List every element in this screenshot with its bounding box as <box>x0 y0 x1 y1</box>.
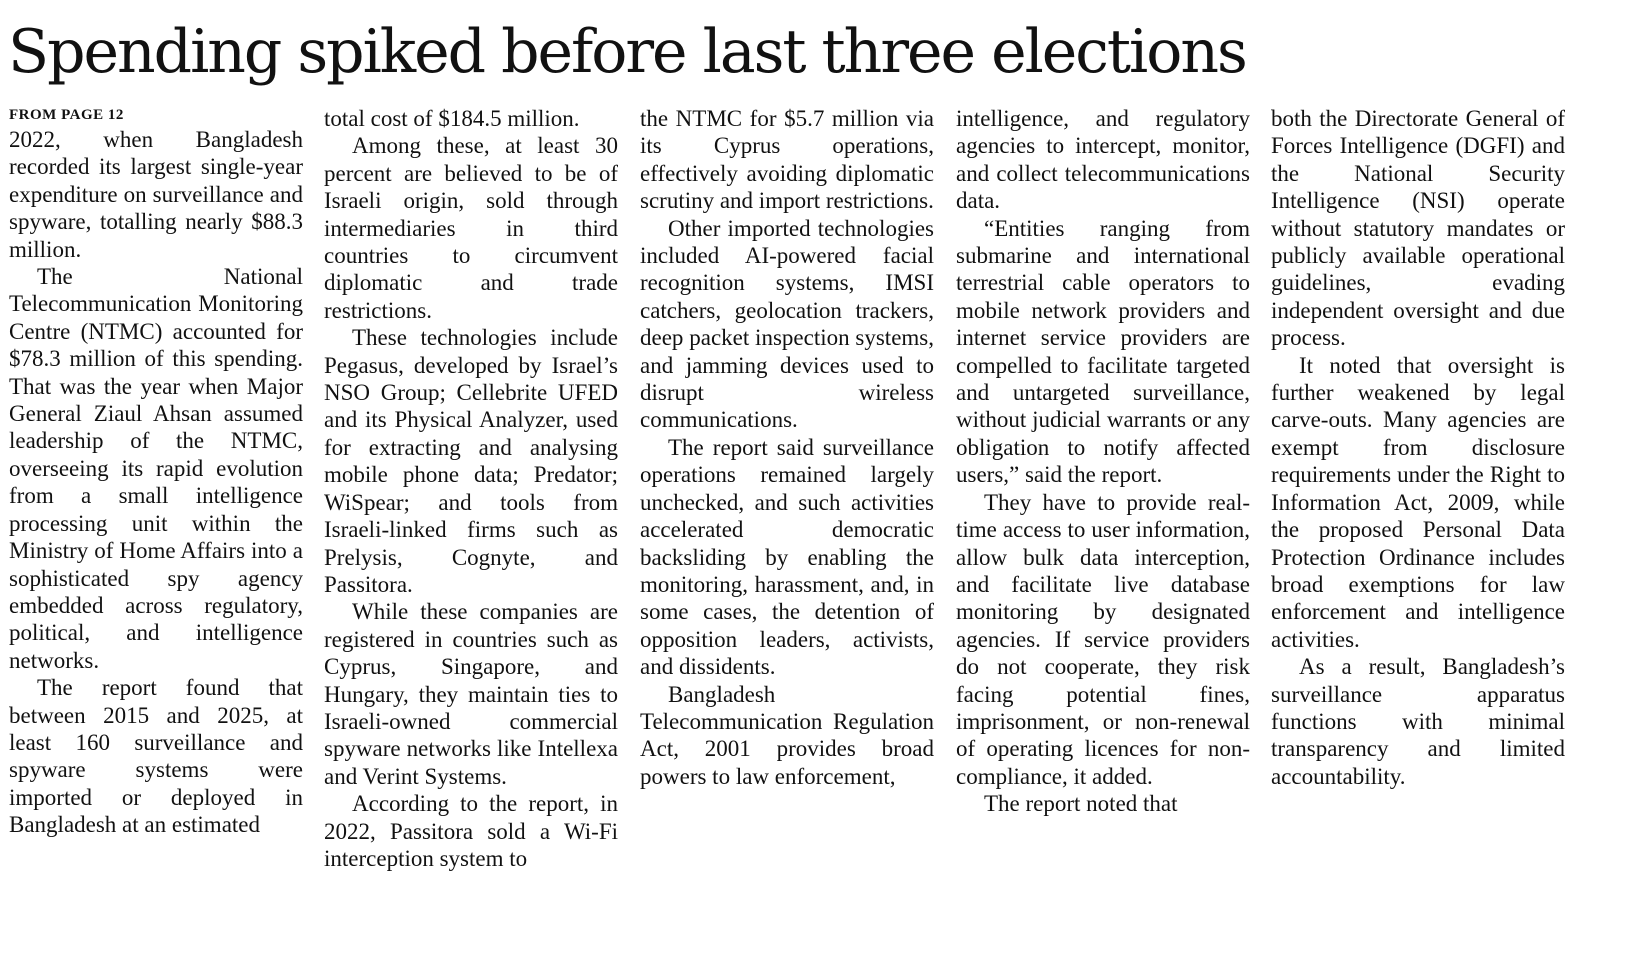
paragraph: These technologies include Pegasus, developed by Israel’s NSO Group; Cellebrite UFED and its Physical Analyzer, used for extracting and analysing mobile phone data; Predator; WiSpear; and tools from Israeli-linked firms such as Prelysis, Cognyte, and Passitora. <box>324 325 618 597</box>
paragraph: “Entities ranging from submarine and international terrestrial cable operators to mobile network providers and internet service providers are compelled to facilitate targeted and untargeted surveillance, without judicial warrants or any obligation to notify affected users,” said the report. <box>956 215 1250 488</box>
paragraph: 2022, when Bangladesh recorded its largest single-year expenditure on surveillance and spyware, totalling nearly $88.3 million. <box>9 127 303 262</box>
article-column-5 <box>1271 105 1565 965</box>
paragraph: intelligence, and regulatory agencies to intercept, monitor, and collect telecommunications data. <box>956 106 1250 214</box>
paragraph: While these companies are registered in countries such as Cyprus, Singapore, and Hungary, they maintain ties to Israeli-owned commercial spyware networks like Intellexa and Verint Systems. <box>324 599 618 789</box>
paragraph: Other imported technologies included AI-powered facial recognition systems, IMSI catchers, geolocation trackers, deep packet inspection systems, and jamming devices used to disrupt wireless communications. <box>640 215 934 433</box>
paragraph: It noted that oversight is further weakened by legal carve-outs. Many agencies are exempt from disclosure requirements under the Right to Information Act, 2009, while the proposed Personal Data Protection Ordinance includes broad exemptions for law enforcement and intelligence activities. <box>1271 352 1565 652</box>
paragraph: both the Directorate General of Forces Intelligence (DGFI) and the National Security Intelligence (NSI) operate without statutory mandates or publicly available operational guidelines, evading independent oversight and due process. <box>1271 106 1565 351</box>
paragraph: As a result, Bangladesh’s surveillance apparatus functions with minimal transparency and limited accountability. <box>1271 654 1565 789</box>
paragraph: The report said surveillance operations remained largely unchecked, and such activities accelerated democratic backsliding by enabling the monitoring, harassment, and, in some cases, the detention of opposition leaders, activists, and dissidents. <box>640 434 934 680</box>
article-column-2 <box>324 105 618 965</box>
paragraph: The report noted that <box>984 791 1178 817</box>
paragraph: According to the report, in 2022, Passitora sold a Wi-Fi interception system to <box>324 791 618 871</box>
paragraph: The National Telecommunication Monitoring Centre (NTMC) accounted for $78.3 million of this spending. That was the year when Major General Ziaul Ahsan assumed leadership of the NTMC, overseeing its rapid evolution from a small intelligence processing unit within the Ministry of Home Affairs into a sophisticated spy agency embedded across regulatory, political, and intelligence networks. <box>9 264 303 673</box>
article-column-1 <box>9 106 303 966</box>
paragraph: total cost of $184.5 million. <box>324 106 580 131</box>
article-headline: Spending spiked before last three elections <box>8 17 1246 87</box>
article-column-3 <box>640 105 934 965</box>
paragraph: the NTMC for $5.7 million via its Cyprus operations, effectively avoiding diplomatic scrutiny and import restrictions. <box>640 106 934 214</box>
paragraph: They have to provide real-time access to user information, allow bulk data interception, and facilitate live database monitoring by designated agencies. If service providers do not cooperate, they risk facing potential fines, imprisonment, or non-renewal of operating licences for non-compliance, it added. <box>956 489 1250 789</box>
article-column-4 <box>956 105 1250 965</box>
paragraph: Bangladesh Telecommunication Regulation Act, 2001 provides broad powers to law enforcement, <box>640 681 934 789</box>
paragraph: Among these, at least 30 percent are believed to be of Israeli origin, sold through intermediaries in third countries to circumvent diplomatic and trade restrictions. <box>324 133 618 323</box>
continuation-kicker: FROM PAGE 12 <box>9 107 124 123</box>
paragraph: The report found that between 2015 and 2025, at least 160 surveillance and spyware systems were imported or deployed in Bangladesh at an estimated <box>9 675 303 838</box>
